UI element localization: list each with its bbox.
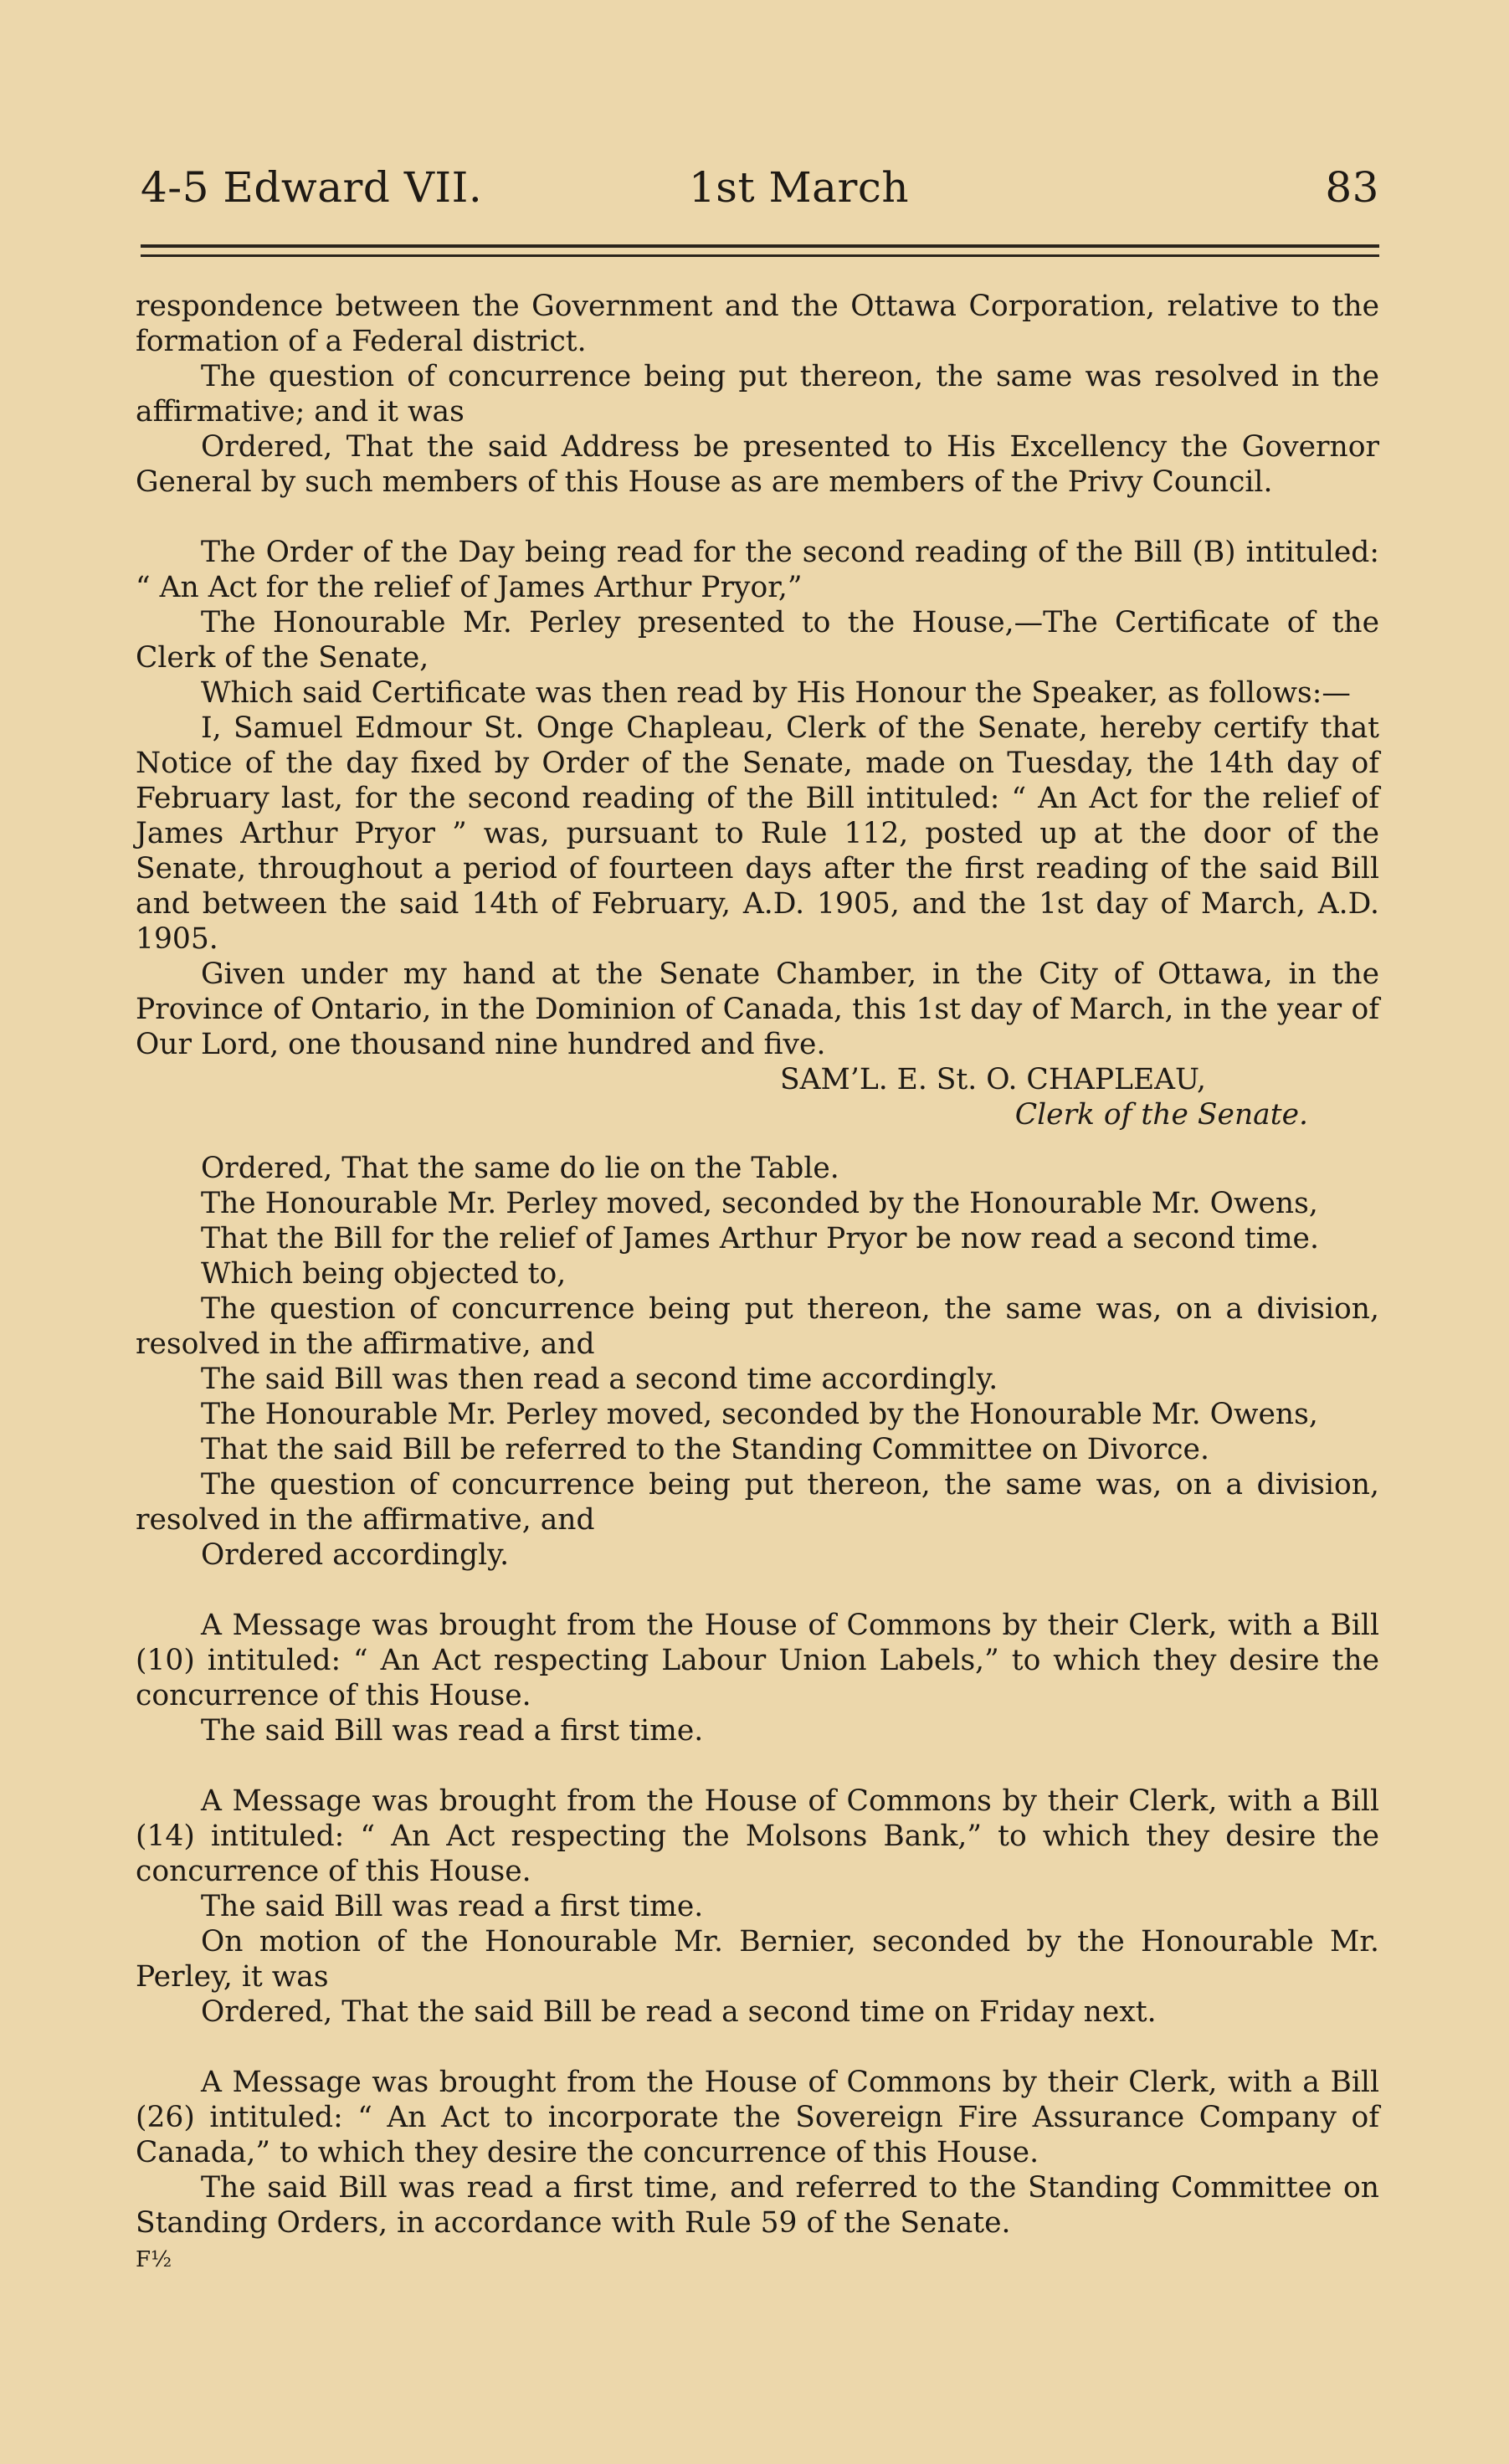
header-rule: [141, 254, 1379, 257]
paragraph: The said Bill was read a first time, and referred to the Standing Committee on Standing Orders, in accordance with Rule 59 of the Senate.: [136, 2171, 1379, 2240]
paragraph: Given under my hand at the Senate Chamber, in the City of Ottawa, in the Province of Ontario, in the Dominion of Canada, this 1st day of March, in the year of Our Lord, one thousand nine hundred and five.: [136, 957, 1379, 1061]
paragraph: A Message was brought from the House of Commons by their Clerk, with a Bill (26) intituled: “ An Act to incorporate the Sovereign Fire Assurance Company of Canada,” to which they desire the concurrence of this House.: [136, 2066, 1379, 2169]
paragraph: Ordered, That the said Address be presented to His Excellency the Governor General by such members of this House as are members of the Privy Council.: [136, 430, 1379, 499]
paragraph: That the Bill for the relief of James Arthur Pryor be now read a second time.: [201, 1222, 1319, 1255]
paragraph: The said Bill was then read a second time accordingly.: [201, 1363, 998, 1396]
paragraph: The Honourable Mr. Perley presented to the House,—The Certificate of the Clerk of the Senate,: [136, 606, 1379, 675]
paragraph: The said Bill was read a first time.: [201, 1890, 704, 1923]
signature-mark: F½: [136, 2247, 172, 2272]
paragraph: The question of concurrence being put thereon, the same was resolved in the affirmative; and it was: [136, 360, 1379, 429]
signature-block: [136, 1062, 1379, 1132]
paragraph: The Honourable Mr. Perley moved, seconded by the Honourable Mr. Owens,: [201, 1398, 1318, 1431]
paragraph: The Honourable Mr. Perley moved, seconded by the Honourable Mr. Owens,: [201, 1187, 1318, 1220]
date-label: 1st March: [689, 163, 910, 212]
signatory-name: SAM’L. E. St. O. CHAPLEAU,: [780, 1063, 1206, 1096]
session-label: 4-5 Edward VII.: [141, 163, 483, 212]
paragraph: The question of concurrence being put thereon, the same was, on a division, resolved in the affirmative, and: [136, 1292, 1379, 1361]
signatory-title: Clerk of the Senate.: [1014, 1098, 1308, 1132]
paragraph: Ordered, That the said Bill be read a second time on Friday next.: [201, 1995, 1157, 2029]
paragraph: The said Bill was read a first time.: [201, 1714, 704, 1748]
paragraph: Ordered accordingly.: [201, 1538, 510, 1572]
paragraph: The question of concurrence being put thereon, the same was, on a division, resolved in the affirmative, and: [136, 1468, 1379, 1537]
journal-body: [136, 289, 1379, 2277]
running-header: [141, 163, 1379, 222]
paragraph: I, Samuel Edmour St. Onge Chapleau, Clerk of the Senate, hereby certify that Notice of the day fixed by Order of the Senate, made on Tuesday, the 14th day of February last, for the second reading of the Bill intituled: “ An Act for the relief of James Arthur Pryor ” was, pursuant to Rule 112, posted up at the door of the Senate, throughout a period of fourteen days after the first reading of the said Bill and between the said 14th of February, A.D. 1905, and the 1st day of March, A.D. 1905.: [136, 711, 1379, 956]
paragraph: Ordered, That the same do lie on the Table.: [201, 1152, 839, 1185]
paragraph: respondence between the Government and the Ottawa Corporation, relative to the formation of a Federal district.: [136, 290, 1379, 358]
header-rule: [141, 244, 1379, 248]
page-number: 83: [1325, 163, 1379, 212]
paragraph: A Message was brought from the House of Commons by their Clerk, with a Bill (10) intituled: “ An Act respecting Labour Union Labels,” to which they desire the concurrence of this House.: [136, 1609, 1379, 1712]
paragraph: That the said Bill be referred to the Standing Committee on Divorce.: [201, 1433, 1209, 1466]
paragraph: The Order of the Day being read for the second reading of the Bill (B) intituled: “ An Act for the relief of James Arthur Pryor,”: [136, 536, 1379, 604]
paragraph: Which being objected to,: [201, 1257, 567, 1291]
paragraph: Which said Certificate was then read by His Honour the Speaker, as follows:—: [201, 676, 1351, 710]
paragraph: A Message was brought from the House of Commons by their Clerk, with a Bill (14) intituled: “ An Act respecting the Molsons Bank,” to which they desire the concurrence of this House.: [136, 1784, 1379, 1888]
paragraph: On motion of the Honourable Mr. Bernier, seconded by the Honourable Mr. Perley, it was: [136, 1925, 1379, 1994]
